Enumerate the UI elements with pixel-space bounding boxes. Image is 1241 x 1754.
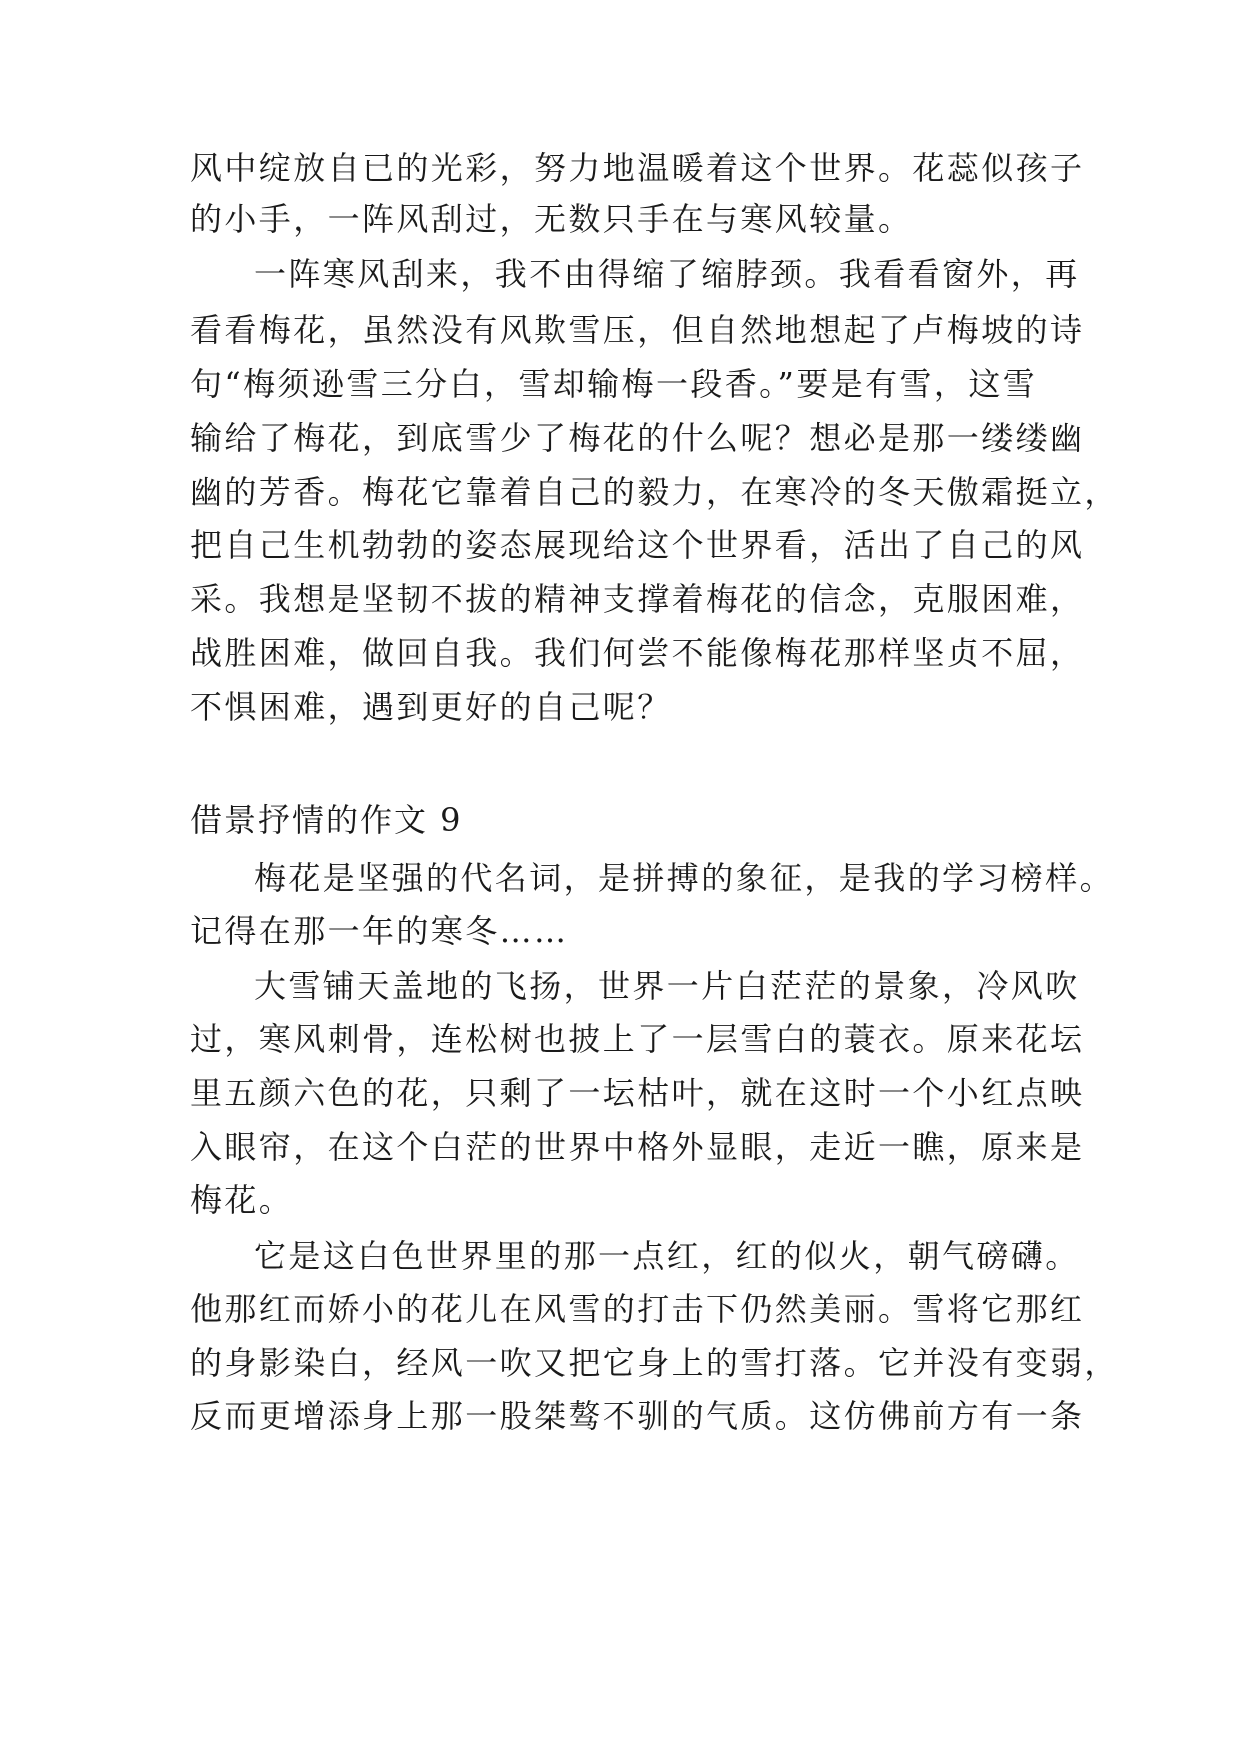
- section-title: 借景抒情的作文 9: [190, 801, 463, 839]
- text-line: 过，寒风刺骨，连松树也披上了一层雪白的蓑衣。原来花坛: [190, 1020, 1085, 1058]
- text-line: 句“梅须逊雪三分白，雪却输梅一段香。”要是有雪，这雪: [190, 365, 1038, 403]
- text-line: 他那红而娇小的花儿在风雪的打击下仍然美丽。雪将它那红: [190, 1290, 1085, 1328]
- text-line: 梅花。: [190, 1181, 294, 1219]
- text-line: 反而更增添身上那一股桀骜不驯的气质。这仿佛前方有一条: [190, 1397, 1085, 1435]
- text-line: 幽的芳香。梅花它靠着自己的毅力，在寒冷的冬天傲霜挺立，: [190, 473, 1119, 511]
- text-line: 里五颜六色的花，只剩了一坛枯叶，就在这时一个小红点映: [190, 1074, 1085, 1112]
- text-line: 不惧困难，遇到更好的自己呢？: [190, 688, 672, 726]
- text-line: 风中绽放自已的光彩，努力地温暖着这个世界。花蕊似孩子: [190, 149, 1085, 187]
- text-line: 的小手，一阵风刮过，无数只手在与寒风较量。: [190, 200, 913, 238]
- text-line: 入眼帘，在这个白茫的世界中格外显眼，走近一瞧，原来是: [190, 1128, 1085, 1166]
- text-line: 采。我想是坚韧不拔的精神支撑着梅花的信念，克服困难，: [190, 580, 1085, 618]
- text-line: 战胜困难，做回自我。我们何尝不能像梅花那样坚贞不屈，: [190, 634, 1085, 672]
- text-line: 大雪铺天盖地的飞扬，世界一片白茫茫的景象，冷风吹: [254, 967, 1080, 1005]
- text-line: 记得在那一年的寒冬……: [190, 912, 569, 950]
- text-line: 输给了梅花，到底雪少了梅花的什么呢？想必是那一缕缕幽: [190, 419, 1085, 457]
- text-line: 把自己生机勃勃的姿态展现给这个世界看，活出了自己的风: [190, 526, 1085, 564]
- text-line: 看看梅花，虽然没有风欺雪压，但自然地想起了卢梅坡的诗: [190, 311, 1085, 349]
- text-line: 它是这白色世界里的那一点红，红的似火，朝气磅礴。: [254, 1237, 1080, 1275]
- text-line: 的身影染白，经风一吹又把它身上的雪打落。它并没有变弱，: [190, 1344, 1119, 1382]
- text-line: 一阵寒风刮来，我不由得缩了缩脖颈。我看看窗外，再: [254, 255, 1080, 293]
- text-line: 梅花是坚强的代名词，是拼搏的象征，是我的学习榜样。: [254, 859, 1115, 897]
